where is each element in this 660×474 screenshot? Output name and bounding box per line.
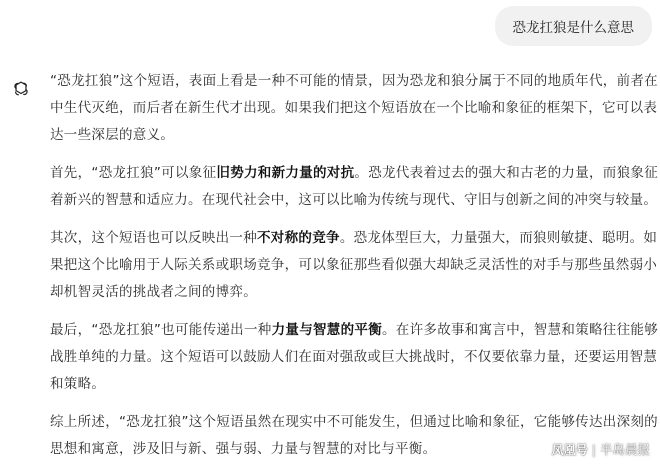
user-message-bubble: 恐龙扛狼是什么意思: [495, 6, 653, 46]
assistant-paragraph-5: 综上所述，“恐龙扛狼”这个短语虽然在现实中不可能发生，但通过比喻和象征，它能够传达出深刻的思想和寓意，涉及旧与新、强与弱、力量与智慧的对比与平衡。: [50, 414, 658, 457]
assistant-paragraph-2: 首先，“恐龙扛狼”可以象征旧势力和新力量的对抗。恐龙代表着过去的强大和古老的力量，而狼象征着新兴的智慧和适应力。在现代社会中，这可以比喻为传统与现代、守旧与创新之间的冲突与较量。: [50, 165, 658, 208]
assistant-paragraph-1: “恐龙扛狼”这个短语，表面上看是一种不可能的情景，因为恐龙和狼分属于不同的地质年代，前者在中生代灭绝，而后者在新生代才出现。如果我们把这个短语放在一个比喻和象征的框架下，它可以表达一些深层的意义。: [50, 73, 658, 143]
assistant-paragraph-4: 最后，“恐龙扛狼”也可能传递出一种力量与智慧的平衡。在许多故事和寓言中，智慧和策略往往能够战胜单纯的力量。这个短语可以鼓励人们在面对强敌或巨大挑战时，不仅要依靠力量，还要运用智慧和策略。: [50, 322, 658, 392]
emphasis-text: 旧势力和新力量的对抗: [216, 165, 355, 181]
openai-logo-icon: [12, 80, 30, 98]
assistant-paragraph-3: 其次，这个短语也可以反映出一种不对称的竞争。恐龙体型巨大，力量强大，而狼则敏捷、聪明。如果把这个比喻用于人际关系或职场竞争，可以象征那些看似强大却缺乏灵活性的对手与那些虽然弱小却机智灵活的挑战者之间的博弈。: [50, 230, 658, 300]
assistant-response: [50, 68, 658, 474]
emphasis-text: 不对称的竞争: [257, 230, 340, 246]
emphasis-text: 力量与智慧的平衡: [271, 322, 382, 338]
watermark-source: 半岛晨报: [599, 442, 650, 457]
source-watermark: [552, 440, 650, 458]
watermark-logo: 凤凰号: [551, 442, 588, 457]
watermark-separator: |: [591, 441, 596, 457]
